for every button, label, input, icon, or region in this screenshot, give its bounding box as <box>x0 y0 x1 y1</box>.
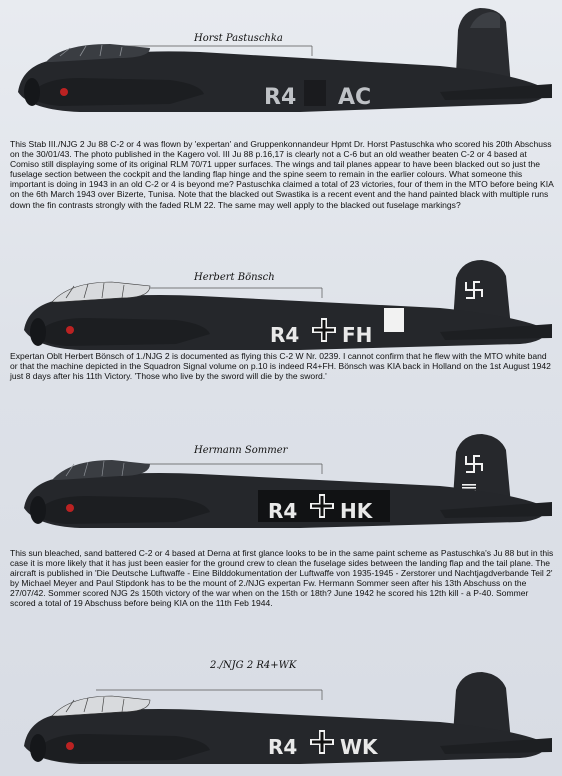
pilot-name-label: 2./NJG 2 R4+WK <box>210 660 297 671</box>
fuselage-code-left: R4 <box>268 499 298 523</box>
profile-caption: Expertan Oblt Herbert Bönsch of 1./NJG 2 is documented as flying this C-2 W Nr. 0239. I cannot confirm that he flew with the MTO white band or that the machine depicted in the Squadron Signal volume on p.10 is indeed R4+FH. Bönsch was KIA back in Holland on the 1st August 1942 just 8 days after his 11th Victory. 'Those who live by the sword will die by the sword.' <box>10 351 551 382</box>
fuselage-code-left: R4 <box>270 323 300 347</box>
pilot-name-label: Herbert Bönsch <box>194 272 275 283</box>
fuselage-code-left: R4 <box>264 85 297 110</box>
pilot-name-label: Hermann Sommer <box>194 445 288 456</box>
profile-caption: This sun bleached, sand battered C-2 or 4 based at Derna at first glance looks to be in the same paint scheme as Pastuschka's Ju 88 but in this case it is more likely that it has just been easier for the ground crew to clean the fuselage sides between the landing flap and the tail plane. The aircraft is published in 'Die Deutsche Luftwaffe - Eine Bilddokumentation der Luftwaffe von 1935-1945 - Zerstorer und Nachtjagdverbande Teil 2' by Michael Meyer and Paul Stipdonk has to be the mount of 2./NJG expertan Fw. Hermann Sommer seen after his 13th Abschuss on the 27/07/42. Sommer scored NJG 2s 150th victory of the war when on the 15th or 18th? June 1942 he scored his 12th kill - a P-40. Sommer scored a total of 19 Abschuss before being KIA on the 11th Feb 1944. <box>10 548 554 609</box>
fuselage-code-right: WK <box>340 735 378 759</box>
pilot-name-label: Horst Pastuschka <box>194 33 283 44</box>
aircraft-profile <box>0 650 562 776</box>
aircraft-profile <box>0 432 562 538</box>
fuselage-code-right: AC <box>338 85 372 110</box>
profile-caption: This Stab III./NJG 2 Ju 88 C-2 or 4 was flown by 'expertan' and Gruppenkonnandeur Hpmt Dr. Horst Pastuschka who scored his 20th Abschuss on the 30/01/43. The photo published in the Kagero vol. III Ju 88 p.16,17 is clearly not a C-6 but an old weather beaten C-2 or 4 based at Comiso still displaying some of its original RLM 70/71 upper surfaces. The wings and tail planes appear to have been blacked out so just the fuselage section between the cockpit and the landing flap hinge and the spine seem to remain in the earlier colours. What someone this important is doing in 1943 in an old C-2 or 4 is beyond me? Pastuschka claimed a total of 23 victories, four of them in the MTO before being KIA on the 6th March 1943 over Bizerte, Tunisa. Note that the blacked out Swastika is a recent event and the hand painted black with multiple runs down the fin contrasts strongly with the faded RLM 22. The same may well apply to the blacked out fuselage markings? <box>10 139 554 210</box>
fuselage-code-right: FH <box>342 323 373 347</box>
fuselage-code-left: R4 <box>268 735 298 759</box>
aircraft-profile <box>0 258 562 358</box>
aircraft-profile <box>0 0 562 140</box>
fuselage-code-right: HK <box>340 499 373 523</box>
